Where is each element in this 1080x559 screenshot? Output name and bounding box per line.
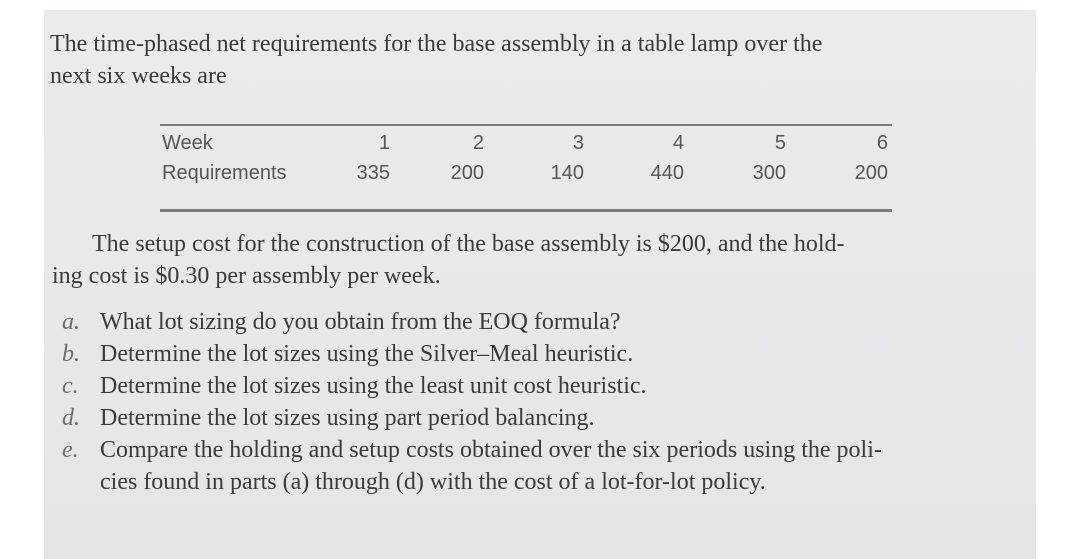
cost-line-2: ing cost is $0.30 per assembly per week. [52, 263, 441, 289]
requirements-row [162, 162, 894, 192]
week-label: Week [162, 132, 213, 154]
week-cell: 1 [378, 132, 390, 154]
question-letter: c. [62, 373, 79, 399]
week-cell: 4 [672, 132, 684, 154]
week-row [162, 132, 894, 162]
question-list [62, 306, 1032, 498]
question-letter: a. [62, 309, 80, 335]
question-d [62, 402, 1032, 434]
question-text: Determine the lot sizes using part period balancing. [100, 405, 595, 431]
question-a [62, 306, 1032, 338]
question-text: Determine the lot sizes using the least unit cost heuristic. [100, 373, 647, 399]
question-text: What lot sizing do you obtain from the EOQ formula? [100, 309, 621, 335]
requirement-cell: 140 [550, 162, 584, 184]
requirements-table [162, 132, 894, 192]
question-text: Determine the lot sizes using the Silver–Meal heuristic. [100, 341, 634, 367]
question-c [62, 370, 1032, 402]
question-text: Compare the holding and setup costs obtained over the six periods using the poli- [100, 437, 882, 463]
question-b [62, 338, 1032, 370]
intro-line-2: next six weeks are [50, 63, 227, 89]
week-cell: 2 [472, 132, 484, 154]
week-cell: 5 [774, 132, 786, 154]
question-letter: d. [62, 405, 80, 431]
question-letter: e. [62, 437, 79, 463]
question-text-continued: cies found in parts (a) through (d) with the cost of a lot-for-lot policy. [100, 469, 766, 495]
question-e [62, 434, 1032, 498]
week-cell: 6 [876, 132, 888, 154]
requirement-cell: 200 [854, 162, 888, 184]
requirement-cell: 335 [356, 162, 390, 184]
week-cell: 3 [572, 132, 584, 154]
cost-line-1: The setup cost for the construction of the base assembly is $200, and the hold- [92, 231, 845, 257]
requirements-label: Requirements [162, 162, 287, 184]
requirement-cell: 200 [450, 162, 484, 184]
intro-line-1: The time-phased net requirements for the base assembly in a table lamp over the [50, 31, 823, 57]
requirement-cell: 440 [650, 162, 684, 184]
problem-intro [50, 28, 1040, 92]
table-top-rule [160, 124, 892, 126]
requirement-cell: 300 [752, 162, 786, 184]
cost-statement [52, 228, 1032, 292]
question-letter: b. [62, 341, 80, 367]
table-bottom-rule [160, 209, 892, 212]
